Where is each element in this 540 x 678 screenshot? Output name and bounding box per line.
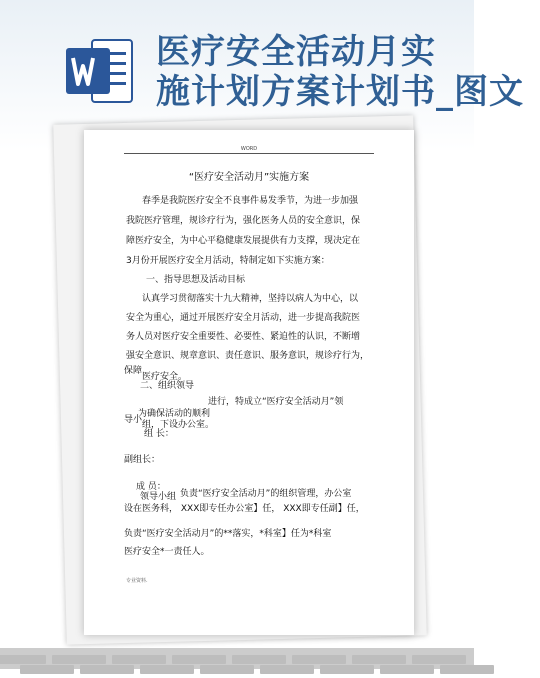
body-line: 春季是我院医疗安全不良事件易发季节，为进一步加强 [142,196,359,206]
body-line: 进行，特成立“医疗安全活动月”领 [208,397,344,407]
group-leader-label: 组 长： [144,429,174,439]
body-line: 负责“医疗安全活动月”的**落实，*科室】任为*科室 [124,529,332,539]
page-footer: 专业资料. [126,578,148,584]
watermark-band [0,648,474,669]
body-line: 安全为重心，通过开展医疗安全月活动，进一步提高我院医 [126,313,361,323]
header-rule [124,153,374,154]
banner-title-line-2: 施计划方案计划书_图文 [156,72,524,112]
body-line: 负责“医疗安全活动月”的组织管理，办公室 [180,489,352,499]
body-line: 领导小组 [140,492,177,502]
body-line: 设在医务科， XXX即专任办公室】任， XXX即专任副】任， [124,504,365,514]
members-label: 成 员： [136,482,166,492]
body-line: 医疗安全*一责任人。 [124,547,210,557]
body-line: 务人员对医疗安全重要性、必要性、紧迫性的认识，不断增 [126,332,361,342]
section-heading: 二、组织领导 [140,381,195,391]
body-line: 为确保活动的顺利 [138,409,211,419]
document-title: “医疗安全活动月”实施方案 [188,172,310,183]
body-line: 障医疗安全，为中心平稳健康发展提供有力支撑，现决定在 [126,236,361,246]
body-line: 我院医疗管理，规诊疗行为，强化医务人员的安全意识，保 [126,216,361,226]
body-line: 强安全意识、规章意识、责任意识、服务意识，规诊疗行为， [126,351,370,361]
body-line: 医疗安全。 [142,372,188,382]
section-heading: 一、指导思想及活动目标 [146,275,246,285]
body-line: 认真学习贯彻落实十九大精神，坚持以病人为中心，以 [142,294,359,304]
body-line: 导小 [124,415,143,425]
document-page [84,130,414,635]
body-line: 组，下设办公室。 [142,420,215,430]
banner-title-line-1: 医疗安全活动月实 [156,32,436,72]
body-line: 3月份开展医疗安全月活动，特制定如下实施方案： [126,256,330,266]
body-line: 保障 [124,366,143,376]
word-document-icon [64,36,134,106]
deputy-leader-label: 副组长： [124,455,161,465]
page-header: WORD [240,146,258,152]
